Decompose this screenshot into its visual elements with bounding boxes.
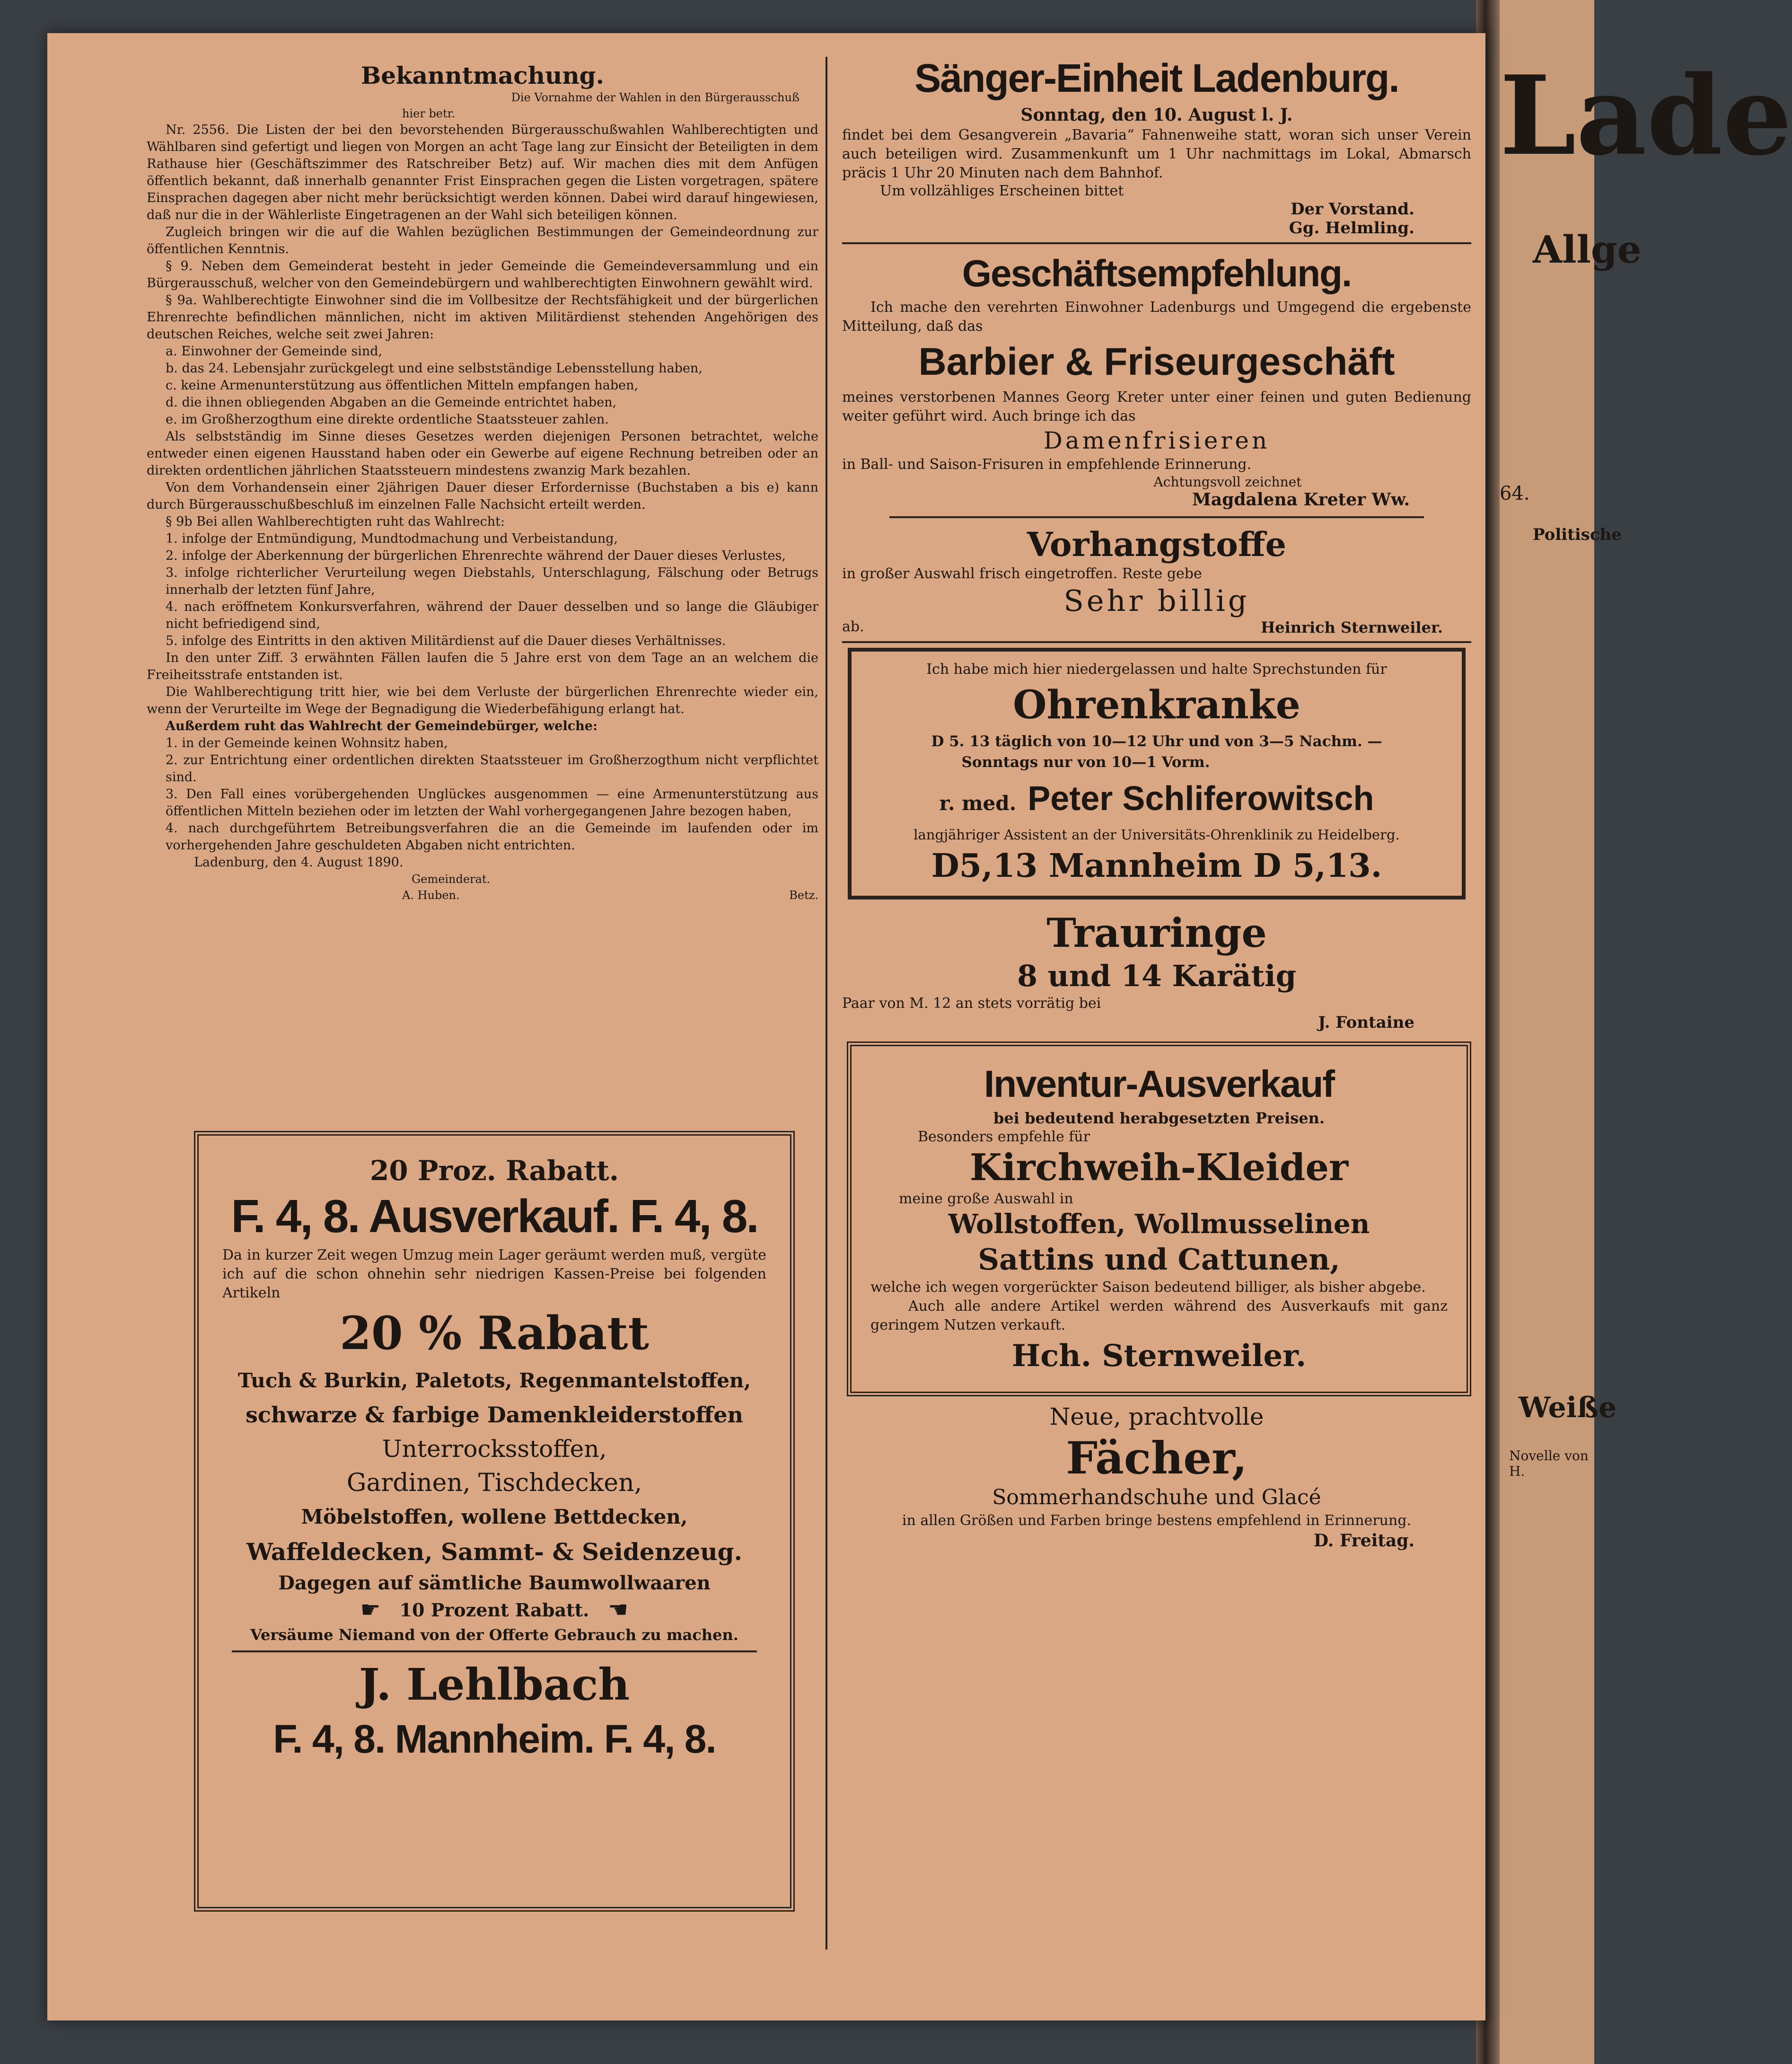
adjacent-story-title: Weiße: [1519, 1391, 1617, 1424]
fans-intro: Neue, prachtvolle: [1049, 1403, 1264, 1430]
notice-paragraph: § 9a. Wahlberechtigte Einwohner sind die im Vollbesitze der Rechtsfähigkeit und der bürgerlichen Ehrenrechte befindlichen männlichen, nicht im aktiven Militärdienst stehenden Angehörigen des deutschen Reiches, welche seit zwei Jahren:: [147, 293, 818, 342]
curtains-title: Vorhangstoffe: [1027, 525, 1286, 564]
notice-paragraph: Nr. 2556. Die Listen der bei den bevorstehenden Bürgerausschußwahlen Wahlberechtigten und Wählbaren sind gefertigt und liegen von Morgen an acht Tage lang zur Einsicht der Beteiligten in dem Rathause hier (Geschäftszimmer des Ratschreiber Betz) auf. Wir machen dies mit dem Anfügen öffentlich bekannt, daß innerhalb genannter Frist Einsprachen gegen die Listen vorgetragen, spätere Einsprachen dagegen aber nicht mehr berücksichtigt werden können. Dabei wird darauf hingewiesen, daß nur die in der Wählerliste Eingetragenen an der Wahl sich beteiligen können.: [147, 123, 818, 222]
notice-paragraph: Als selbstständig im Sinne dieses Gesetzes werden diejenigen Personen betrachtet, welche entweder einen eigenen Hausstand haben oder ein Gewerbe auf eigene Rechnung betreiben oder an direkten ordentlichen jährlichen Staatssteuern mindestens zwanzig Mark bezahlen.: [147, 429, 818, 478]
doctor-name: Peter Schliferowitsch: [1028, 780, 1374, 818]
adjacent-story-sub: Novelle von H.: [1509, 1448, 1589, 1479]
lehlbach-merchant: J. Lehlbach: [359, 1659, 630, 1710]
rings-title: Trauringe: [1046, 909, 1267, 956]
inventory-body-2: Auch alle andere Artikel werden während des Ausverkaufs mit ganz geringem Nutzen verkauft.: [870, 1298, 1448, 1333]
lehlbach-cotton-discount: 10 Prozent Rabatt.: [399, 1599, 589, 1621]
barber-service-2: in Ball- und Saison-Frisuren in empfehlende Erinnerung.: [842, 456, 1252, 473]
list-item: 1. infolge der Entmündigung, Mundtodmachung und Verbeistandung,: [166, 531, 618, 546]
inventory-fabrics-2: Sattins und Cattunen,: [978, 1242, 1340, 1277]
list-item: e. im Großherzogthum eine direkte ordentliche Staatssteuer zahlen.: [166, 412, 609, 427]
lehlbach-item: Waffeldecken, Sammt- & Seidenzeug.: [246, 1538, 742, 1566]
curtains-line: in großer Auswahl frisch eingetroffen. Reste gebe: [842, 565, 1202, 582]
list-item: b. das 24. Lebensjahr zurückgelegt und eine selbstständige Lebensstellung haben,: [166, 361, 703, 376]
list-item: a. Einwohner der Gemeinde sind,: [166, 344, 383, 359]
list-item: c. keine Armenunterstützung aus öffentlichen Mitteln empfangen haben,: [166, 378, 639, 393]
adjacent-section: Politische: [1533, 525, 1622, 544]
barber-signer: Magdalena Kreter Ww.: [1192, 490, 1410, 510]
rings-signer: J. Fontaine: [1318, 1013, 1414, 1032]
list-item: 5. infolge des Eintritts in den aktiven Militärdienst auf die Dauer dieses Verhältnisses.: [166, 634, 726, 648]
lehlbach-intro: Da in kurzer Zeit wegen Umzug mein Lager geräumt werden muß, vergüte ich auf die schon ohnehin sehr niedrigen Kassen-Preise bei folgenden Artikeln: [222, 1247, 766, 1301]
list-item: 1. in der Gemeinde keinen Wohnsitz haben,: [166, 736, 448, 750]
notice-paragraph: § 9b Bei allen Wahlberechtigten ruht das Wahlrecht:: [166, 514, 505, 529]
left-column: [147, 62, 818, 903]
doctor-intro: Ich habe mich hier niedergelassen und halte Sprechstunden für: [926, 661, 1387, 678]
divider: [889, 516, 1424, 518]
notice-paragraph: Von dem Vorhandensein einer 2jährigen Dauer dieser Erfordernisse (Buchstaben a bis e) kann durch Bürgerausschußbeschluß im einzelnen Falle Nachsicht erteilt werden.: [147, 480, 818, 512]
inventory-feature: Kirchweih-Kleider: [969, 1146, 1349, 1189]
adjacent-issue: 64.: [1500, 483, 1530, 504]
list-item: 3. Den Fall eines vorübergehenden Unglückes ausgenommen — eine Armenunterstützung aus öffentlichen Mitteln beziehen oder im letzten der Wahl vorhergegangenen Jahre bezogen haben,: [166, 787, 818, 819]
notice-paragraph: § 9. Neben dem Gemeinderat besteht in jeder Gemeinde die Gemeindeversammlung und ein Bürgerausschuß, welcher von den Gemeindebürgern und wahlberechtigten Einwohnern gewählt wird.: [147, 259, 818, 291]
barber-regards: Achtungsvoll zeichnet: [1153, 474, 1302, 490]
barber-title: Geschäftsempfehlung.: [962, 252, 1352, 294]
divider: [232, 1650, 757, 1652]
barber-business: Barbier & Friseurgeschäft: [918, 340, 1395, 383]
list-item: 2. infolge der Aberkennung der bürgerlichen Ehrenrechte während der Dauer dieses Verlustes,: [166, 548, 786, 563]
adjacent-masthead: Lade: [1500, 52, 1792, 180]
inventory-intro: Besonders empfehle für: [918, 1129, 1090, 1145]
adjacent-page: [1490, 0, 1792, 2064]
saenger-closing: Um vollzähliges Erscheinen bittet: [880, 183, 1124, 199]
doctor-hours-2: Sonntags nur von 10—1 Vorm.: [961, 754, 1210, 771]
lehlbach-item: schwarze & farbige Damenkleiderstoffen: [246, 1402, 743, 1428]
saenger-sig-2: Gg. Helmling.: [1289, 219, 1414, 238]
pointing-hand-icon: ☛: [608, 1597, 629, 1623]
fans-sub: Sommerhandschuhe und Glacé: [992, 1485, 1321, 1509]
notice-paragraph: Außerdem ruht das Wahlrecht der Gemeindebürger, welche:: [166, 719, 597, 733]
saenger-title: Sänger-Einheit Ladenburg.: [914, 56, 1399, 100]
lehlbach-item: Tuch & Burkin, Paletots, Regenmantelstoffen,: [237, 1369, 751, 1392]
column-rule: [826, 57, 827, 1949]
lehlbach-call: Versäume Niemand von der Offerte Gebrauch zu machen.: [250, 1626, 738, 1644]
doctor-address: D5,13 Mannheim D 5,13.: [931, 847, 1382, 885]
saenger-sig-1: Der Vorstand.: [1291, 200, 1414, 219]
barber-intro: Ich mache den verehrten Einwohner Ladenburgs und Umgegend die ergebenste Mitteilung, daß das: [842, 299, 1471, 335]
doctor-hours-1: D 5. 13 täglich von 10—12 Uhr und von 3—5 Nachm. —: [931, 733, 1382, 750]
notice-paragraph: Zugleich bringen wir die auf die Wahlen bezüglichen Bestimmungen der Gemeindeordnung zur öffentlichen Kenntnis.: [147, 225, 818, 256]
curtains-signer: Heinrich Sternweiler.: [1261, 618, 1443, 636]
list-item: d. die ihnen obliegenden Abgaben an die Gemeinde entrichtet haben,: [166, 395, 617, 410]
doctor-ad: [848, 648, 1466, 900]
divider: [842, 242, 1471, 244]
notice-subject-2: hier betr.: [402, 107, 456, 120]
notice-signer-org: Gemeinderat.: [412, 873, 491, 886]
fans-title: Fächer,: [1066, 1432, 1247, 1484]
doctor-title-line: langjähriger Assistent an der Universitäts-Ohrenklinik zu Heidelberg.: [914, 827, 1400, 843]
list-item: 3. infolge richterlicher Verurteilung wegen Diebstahls, Unterschlagung, Fälschung oder Betrugs innerhalb der letzten fünf Jahre,: [166, 565, 818, 597]
lehlbach-ad: [194, 1131, 795, 1912]
rings-line: Paar von M. 12 an stets vorrätig bei: [842, 995, 1101, 1012]
lehlbach-item: Gardinen, Tischdecken,: [346, 1469, 642, 1497]
lehlbach-discount-big: 20 % Rabatt: [340, 1306, 649, 1360]
inventory-body: welche ich wegen vorgerückter Saison bedeutend billiger, als bisher abgebe.: [870, 1279, 1426, 1296]
notice-title: Bekanntmachung.: [360, 62, 605, 89]
lehlbach-item: Unterrocksstoffen,: [382, 1435, 607, 1463]
lehlbach-discount-head: 20 Proz. Rabatt.: [369, 1155, 619, 1187]
notice-signer-name: A. Huben.: [402, 889, 460, 902]
saenger-body: findet bei dem Gesangverein „Bavaria“ Fahnenweihe statt, woran sich unser Verein auch beteiligen wird. Zusammenkunft um 1 Uhr nachmittags im Lokal, Abmarsch präcis 1 Uhr 20 Minuten nach dem Bahnhof.: [842, 127, 1471, 181]
fans-signer: D. Freitag.: [1313, 1531, 1414, 1551]
list-item: 4. nach durchgeführtem Betreibungsverfahren die an die Gemeinde im laufenden oder im vorhergehenden Jahre geschuldeten Abgaben nicht entrichten.: [166, 821, 818, 853]
curtains-ab: ab.: [842, 618, 864, 635]
rings-sub: 8 und 14 Karätig: [1017, 959, 1297, 993]
notice-signer-clerk: Betz.: [789, 889, 818, 902]
inventory-fabrics-1: Wollstoffen, Wollmusselinen: [948, 1208, 1370, 1240]
notice-subject-1: Die Vornahme der Wahlen in den Bürgerausschuß: [511, 91, 799, 104]
inventory-title: Inventur-Ausverkauf: [984, 1063, 1334, 1105]
notice-place-date: Ladenburg, den 4. August 1890.: [194, 855, 404, 870]
doctor-specialty: Ohrenkranke: [1013, 682, 1300, 728]
barber-service: Damenfrisieren: [1043, 427, 1270, 454]
lehlbach-address: F. 4, 8. Mannheim. F. 4, 8.: [273, 1717, 716, 1761]
list-item: 2. zur Entrichtung einer ordentlichen direkten Staatssteuer im Großherzogthum nicht verpflichtet sind.: [166, 753, 818, 785]
pointing-hand-icon: ☛: [360, 1597, 381, 1623]
inventory-sub: bei bedeutend herabgesetzten Preisen.: [993, 1109, 1325, 1127]
curtains-price: Sehr billig: [1063, 583, 1250, 618]
right-column: [842, 52, 1471, 1551]
barber-body: meines verstorbenen Mannes Georg Kreter unter einer feinen und guten Bedienung weiter geführt wird. Auch bringe ich das: [842, 389, 1471, 424]
lehlbach-headline: F. 4, 8. Ausverkauf. F. 4, 8.: [231, 1190, 758, 1242]
notice-paragraph: In den unter Ziff. 3 erwähnten Fällen laufen die 5 Jahre erst von dem Tage an an welchem die Freiheitsstrafe entstanden ist.: [147, 651, 818, 682]
notice-paragraph: Die Wahlberechtigung tritt hier, wie bei dem Verluste der bürgerlichen Ehrenrechte wieder ein, wenn der Verurteilte im Wege der Begnadigung die Wiederbefähigung erlangt hat.: [147, 685, 818, 716]
lehlbach-cotton-line: Dagegen auf sämtliche Baumwollwaaren: [278, 1572, 711, 1594]
doctor-name-prefix: r. med.: [939, 792, 1017, 815]
lehlbach-item: Möbelstoffen, wollene Bettdecken,: [301, 1505, 688, 1528]
saenger-date: Sonntag, den 10. August l. J.: [1020, 105, 1293, 125]
adjacent-subtitle: Allge: [1533, 227, 1642, 272]
inventory-ad: [847, 1041, 1471, 1396]
fans-body: in allen Größen und Farben bringe bestens empfehlend in Erinnerung.: [902, 1512, 1412, 1529]
divider: [842, 641, 1471, 643]
inventory-choice: meine große Auswahl in: [899, 1191, 1073, 1207]
inventory-signer: Hch. Sternweiler.: [1011, 1338, 1307, 1374]
list-item: 4. nach eröffnetem Konkursverfahren, während der Dauer desselben und so lange die Gläubiger nicht befriedigend sind,: [166, 600, 818, 631]
